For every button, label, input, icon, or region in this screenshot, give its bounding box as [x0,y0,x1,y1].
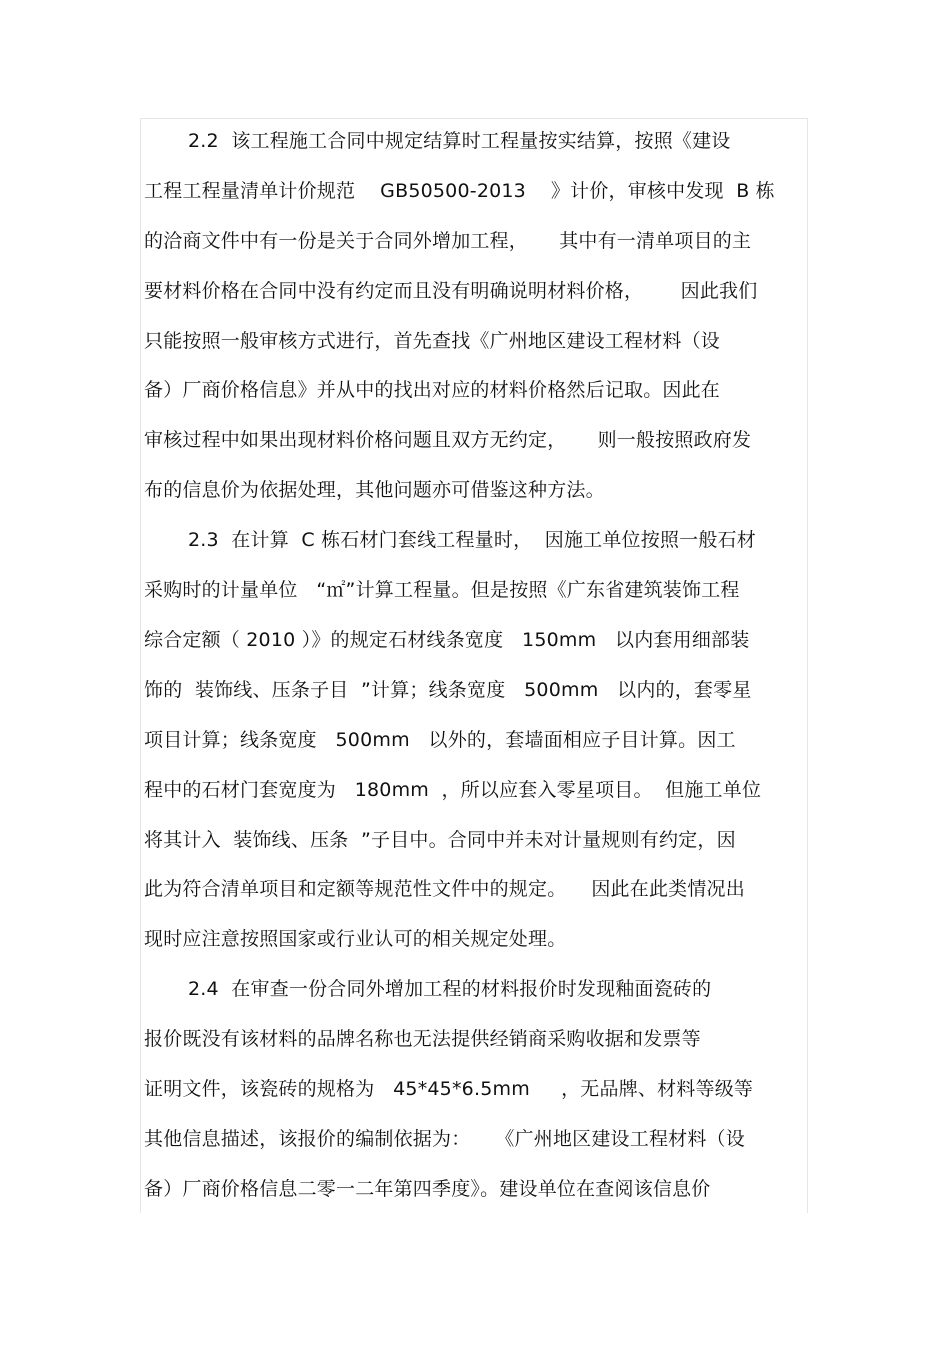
text-line: 程中的石材门套宽度为 180mm ，所以应套入零星项目。 但施工单位 [144,779,762,801]
text-line: 项目计算；线条宽度 500mm 以外的，套墙面相应子目计算。因工 [144,729,736,751]
text-line: 2.4 在审查一份合同外增加工程的材料报价时发现釉面瓷砖的 [188,978,712,1000]
text-line: 采购时的计量单位 “㎡”计算工程量。但是按照《广东省建筑装饰工程 [144,579,740,601]
text-line: 综合定额（ 2010 ）》的规定石材线条宽度 150mm 以内套用细部装 [144,629,750,651]
page-frame-right-border [807,118,808,1213]
text-line: 工程工程量清单计价规范 GB50500-2013 》计价，审核中发现 B 栋 [144,180,775,202]
text-line: 审核过程中如果出现材料价格问题且双方无约定， 则一般按照政府发 [144,429,752,451]
page-frame-top-border [140,118,808,119]
text-line: 其他信息描述，该报价的编制依据为： 《广州地区建设工程材料（设 [144,1128,745,1150]
text-line: 备）厂商价格信息二零一二年第四季度》。建设单位在查阅该信息价 [144,1178,711,1200]
text-line: 2.3 在计算 C 栋石材门套线工程量时， 因施工单位按照一般石材 [188,529,756,551]
text-line: 现时应注意按照国家或行业认可的相关规定处理。 [144,928,567,950]
text-line: 2.2 该工程施工合同中规定结算时工程量按实结算，按照《建设 [188,130,731,152]
page-frame-left-border [140,118,141,1213]
text-line: 布的信息价为依据处理，其他问题亦可借鉴这种方法。 [144,479,605,501]
text-line: 证明文件，该瓷砖的规格为 45*45*6.5mm ，无品牌、材料等级等 [144,1078,754,1100]
text-line: 只能按照一般审核方式进行，首先查找《广州地区建设工程材料（设 [144,330,721,352]
text-line: 报价既没有该材料的品牌名称也无法提供经销商采购收据和发票等 [144,1028,701,1050]
text-line: 备）厂商价格信息》并从中的找出对应的材料价格然后记取。因此在 [144,379,721,401]
text-line: 此为符合清单项目和定额等规范性文件中的规定。 因此在此类情况出 [144,878,745,900]
text-line: 要材料价格在合同中没有约定而且没有明确说明材料价格， 因此我们 [144,280,758,302]
text-line: 将其计入 装饰线、压条 ”子目中。合同中并未对计量规则有约定，因 [144,829,736,851]
text-line: 的洽商文件中有一份是关于合同外增加工程， 其中有一清单项目的主 [144,230,752,252]
text-line: 饰的 装饰线、压条子目 ”计算；线条宽度 500mm 以内的，套零星 [144,679,752,701]
